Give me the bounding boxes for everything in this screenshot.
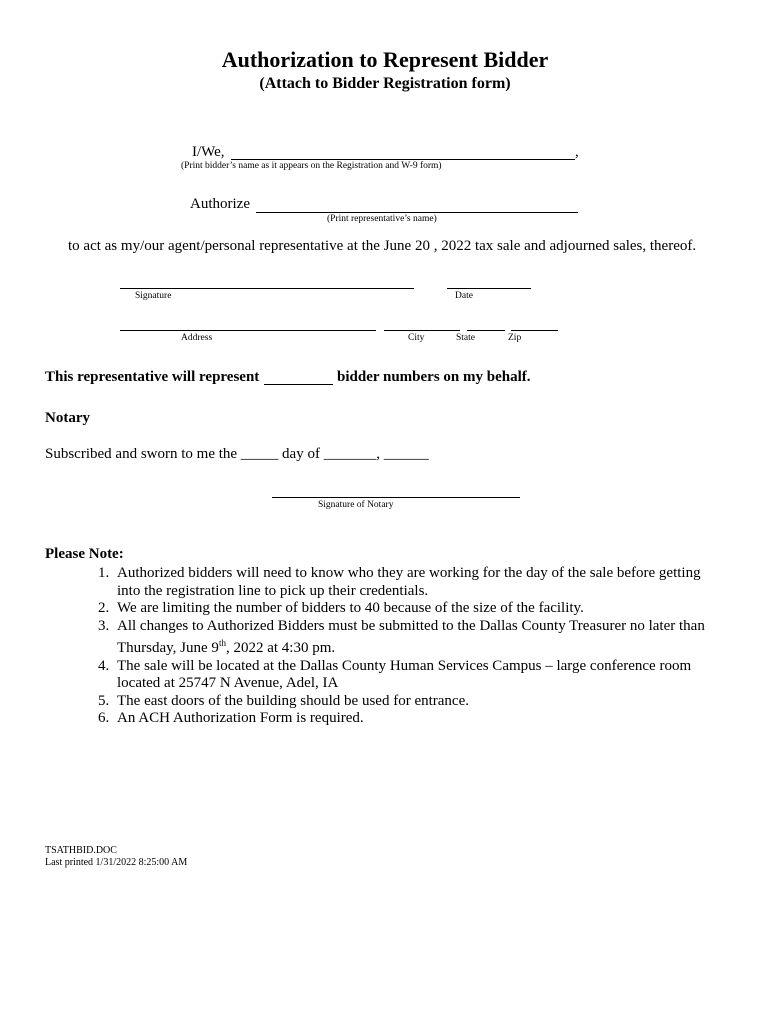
document-title: Authorization to Represent Bidder bbox=[221, 47, 549, 72]
note-item bbox=[113, 618, 725, 658]
footer-filename: TSATHBID.DOC bbox=[45, 845, 117, 856]
representative-caption: (Print representative’s name) bbox=[327, 214, 437, 224]
notary-heading: Notary bbox=[45, 410, 90, 426]
note-item-superscript: th bbox=[218, 638, 226, 648]
date-line[interactable] bbox=[447, 288, 531, 289]
representative-name-line[interactable] bbox=[256, 212, 578, 213]
please-note-list bbox=[45, 565, 725, 728]
city-line[interactable] bbox=[384, 330, 460, 331]
representation-text-before: This representative will represent bbox=[45, 369, 260, 385]
state-line[interactable] bbox=[467, 330, 505, 331]
city-caption: City bbox=[408, 333, 425, 343]
date-caption: Date bbox=[455, 291, 473, 301]
note-item: 1. Authorized bidders will need to know who they are working for the day of the sale before getting into the registration line to pick up their credentials. bbox=[113, 565, 725, 600]
note-item: 6. An ACH Authorization Form is required. bbox=[113, 710, 725, 728]
state-caption: State bbox=[456, 333, 475, 343]
note-item-tail: , 2022 at 4:30 pm. bbox=[225, 640, 336, 656]
bidder-trailing-comma: , bbox=[575, 144, 579, 160]
please-note-heading: Please Note: bbox=[45, 546, 124, 562]
notary-signature-line[interactable] bbox=[272, 497, 520, 498]
bidder-label: I/We, bbox=[192, 144, 225, 160]
representation-text-after: bidder numbers on my behalf. bbox=[337, 369, 531, 385]
notary-signature-caption: Signature of Notary bbox=[318, 500, 394, 510]
signature-caption: Signature bbox=[135, 291, 172, 301]
address-line[interactable] bbox=[120, 330, 376, 331]
signature-line[interactable] bbox=[120, 288, 414, 289]
note-item: 4. The sale will be located at the Dallas County Human Services Campus – large conference room located at 25747 N Avenue, Adel, IA bbox=[113, 658, 725, 693]
bidder-name-line[interactable] bbox=[231, 159, 575, 160]
note-item-text: All changes to Authorized Bidders must be submitted to the Dallas County Treasurer no later than Thursday, June 9 bbox=[117, 617, 705, 656]
agent-statement: to act as my/our agent/personal representative at the June 20 , 2022 tax sale and adjourned sales, thereof. bbox=[68, 238, 697, 254]
footer-last-printed: Last printed 1/31/2022 8:25:00 AM bbox=[45, 857, 188, 868]
bidder-caption: (Print bidder’s name as it appears on the Registration and W-9 form) bbox=[181, 161, 442, 171]
representative-label: Authorize bbox=[190, 196, 250, 212]
notary-sworn-text: Subscribed and sworn to me the _____ day of _______, ______ bbox=[45, 446, 429, 462]
bidder-numbers-line[interactable] bbox=[264, 384, 333, 385]
note-item: 5. The east doors of the building should be used for entrance. bbox=[113, 693, 725, 711]
zip-line[interactable] bbox=[511, 330, 558, 331]
document-subtitle: (Attach to Bidder Registration form) bbox=[259, 75, 511, 92]
please-note-section bbox=[45, 546, 725, 728]
note-item: 2. We are limiting the number of bidders to 40 because of the size of the facility. bbox=[113, 600, 725, 618]
zip-caption: Zip bbox=[508, 333, 522, 343]
address-caption: Address bbox=[181, 333, 213, 343]
